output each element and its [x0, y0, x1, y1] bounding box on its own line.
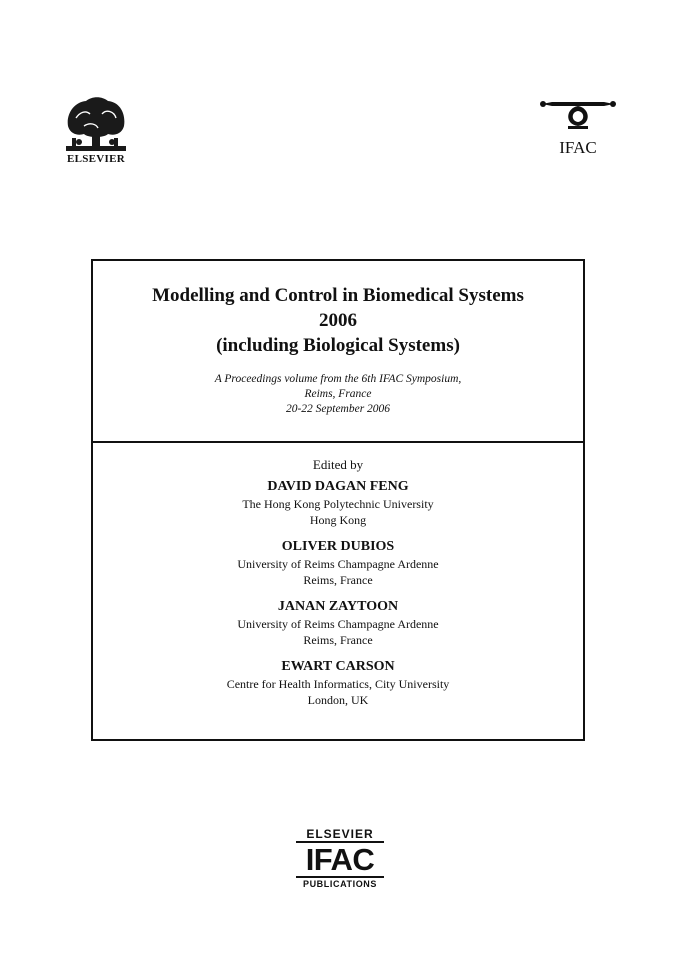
editor-location: Reims, France — [303, 573, 373, 587]
editor-entry — [93, 658, 583, 708]
editor-name: EWART CARSON — [281, 659, 395, 674]
ifac-logo — [538, 96, 618, 162]
imprint-bottom-text: PUBLICATIONS — [296, 876, 384, 890]
proceedings-line-2: Reims, France — [304, 388, 372, 400]
ifac-wordmark: IFAC — [559, 138, 597, 157]
editor-name: DAVID DAGAN FENG — [267, 479, 409, 494]
book-title — [93, 283, 583, 358]
editor-entry — [93, 538, 583, 588]
elsevier-wordmark: ELSEVIER — [66, 153, 126, 165]
editor-affiliation: University of Reims Champagne Ardenne — [237, 557, 439, 571]
proceedings-line-1: A Proceedings volume from the 6th IFAC Symposium, — [214, 373, 462, 385]
elsevier-ifac-publications-logo — [296, 827, 384, 895]
editor-affiliation: The Hong Kong Polytechnic University — [242, 497, 434, 511]
title-line-2: 2006 — [319, 310, 357, 331]
editor-entry — [93, 598, 583, 648]
title-line-3: (including Biological Systems) — [216, 335, 460, 356]
editor-location: Reims, France — [303, 633, 373, 647]
proceedings-line-3: 20-22 September 2006 — [285, 403, 391, 415]
proceedings-info — [93, 372, 583, 417]
ifac-horn-icon — [538, 96, 618, 132]
edited-by-label: Edited by — [312, 457, 364, 472]
imprint-top-text: ELSEVIER — [296, 827, 384, 843]
editor-affiliation: University of Reims Champagne Ardenne — [237, 617, 439, 631]
editor-location: Hong Kong — [309, 513, 367, 527]
elsevier-logo — [64, 96, 128, 166]
editors-section — [93, 443, 583, 708]
imprint-middle-text: IFAC — [305, 842, 375, 877]
editor-affiliation: Centre for Health Informatics, City University — [226, 677, 450, 691]
title-section — [93, 261, 583, 443]
editor-name: OLIVER DUBIOS — [281, 539, 395, 554]
editor-location: London, UK — [307, 693, 369, 707]
title-line-1: Modelling and Control in Biomedical Systems — [152, 285, 524, 306]
editor-entry — [93, 478, 583, 528]
title-frame — [91, 259, 585, 741]
elsevier-tree-icon — [64, 96, 128, 152]
editor-name: JANAN ZAYTOON — [277, 599, 399, 614]
